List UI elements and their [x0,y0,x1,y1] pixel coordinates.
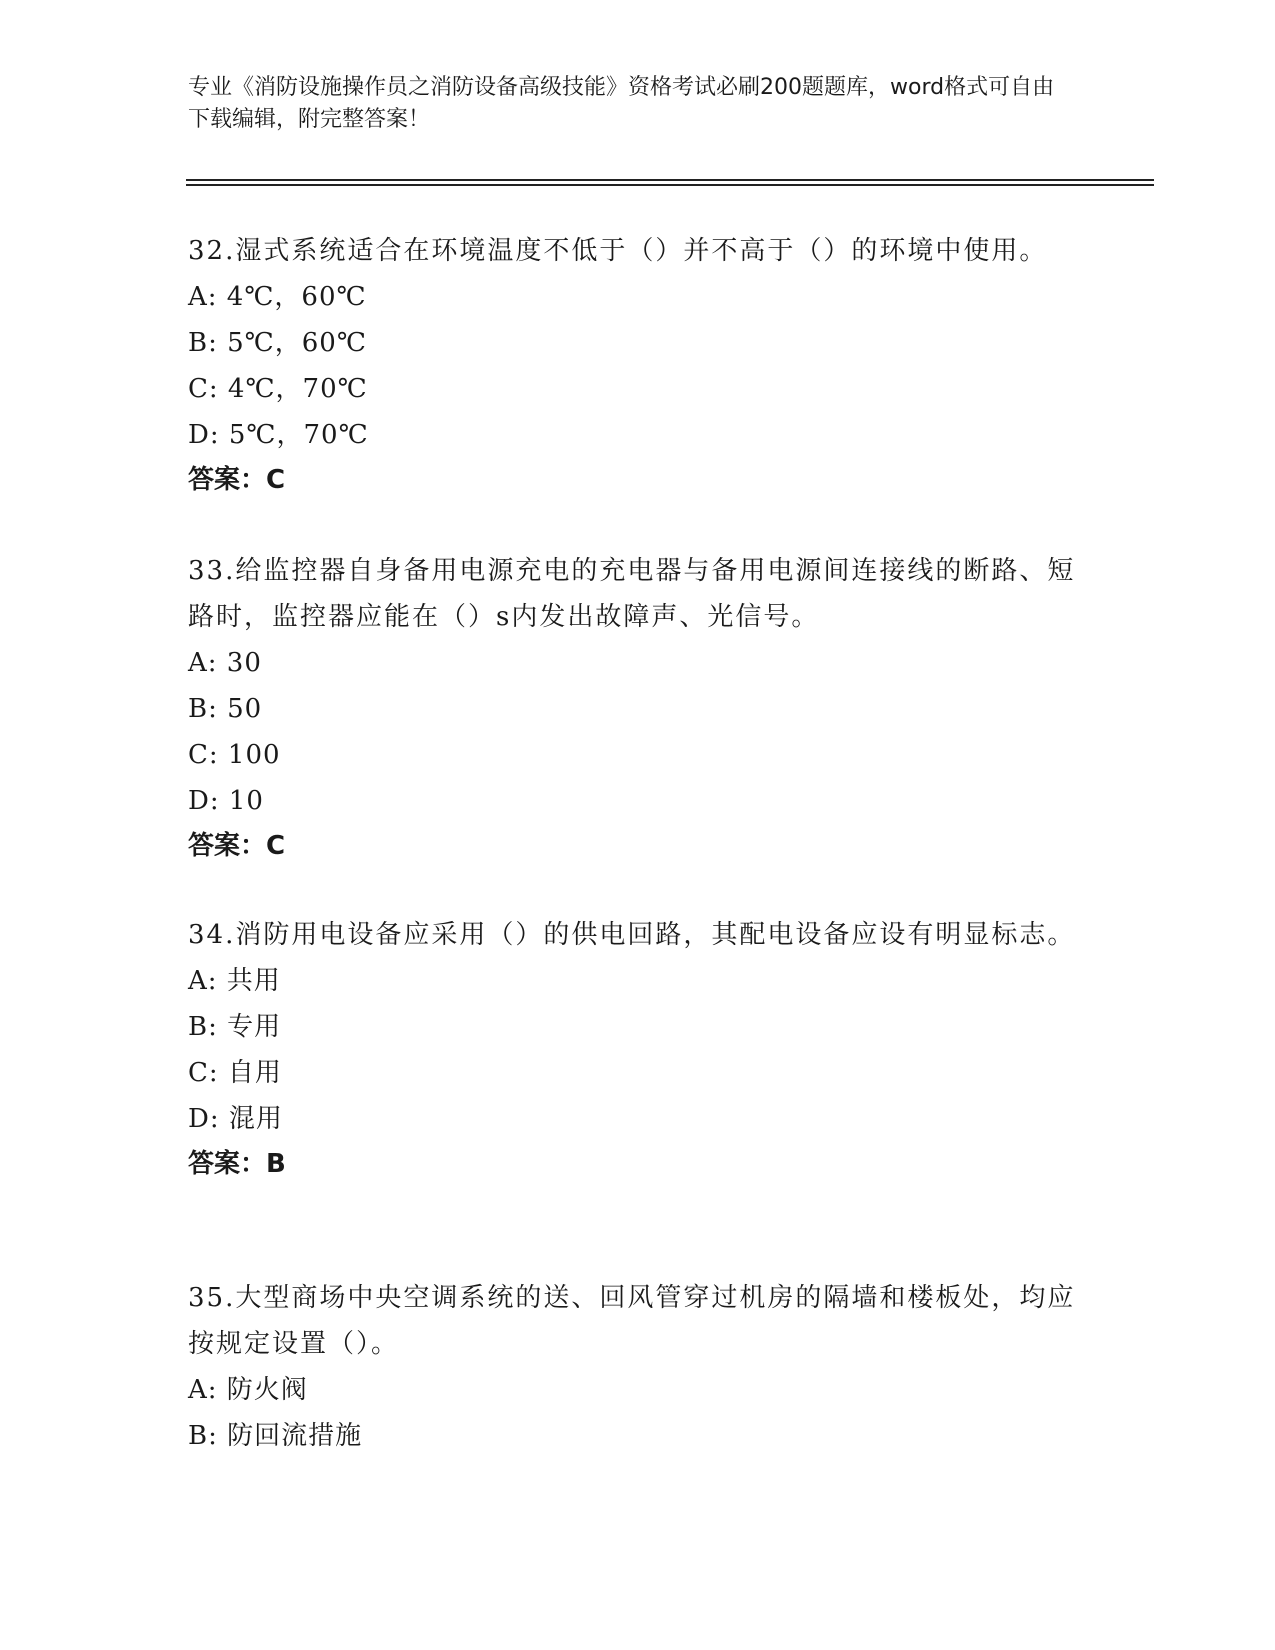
header-divider-top [186,179,1154,181]
option-d: D: 混用 [188,1104,283,1134]
question-stem: 35.大型商场中央空调系统的送、回风管穿过机房的隔墙和楼板处，均应按规定设置（）。 [188,1283,1076,1359]
option-a: A: 防火阀 [188,1375,308,1405]
answer-label: 答案：C [188,465,286,495]
document-header: 专业《消防设施操作员之消防设备高级技能》资格考试必刷200题题库，word格式可自由下载编辑，附完整答案！ [188,75,1055,132]
option-b: B: 防回流措施 [188,1421,363,1451]
answer-label: 答案：B [188,1149,286,1179]
question-34 [188,912,1088,1186]
option-c: C: 自用 [188,1058,282,1088]
option-a: A: 共用 [188,966,281,996]
option-a: A: 4℃，60℃ [188,282,367,312]
question-stem: 34.消防用电设备应采用（）的供电回路，其配电设备应设有明显标志。 [188,920,1076,950]
question-33 [188,548,1088,868]
option-b: B: 5℃，60℃ [188,328,367,358]
option-d: D: 5℃，70℃ [188,420,369,450]
question-35 [188,1275,1088,1459]
option-a: A: 30 [188,648,262,678]
option-c: C: 4℃，70℃ [188,374,368,404]
header-divider-bottom [186,184,1154,186]
option-b: B: 50 [188,694,263,724]
question-32 [188,228,1088,502]
answer-label: 答案：C [188,831,286,861]
question-stem: 32.湿式系统适合在环境温度不低于（）并不高于（）的环境中使用。 [188,236,1048,266]
question-stem: 33.给监控器自身备用电源充电的充电器与备用电源间连接线的断路、短路时，监控器应能在（）s内发出故障声、光信号。 [188,556,1076,632]
option-c: C: 100 [188,740,281,770]
option-d: D: 10 [188,786,264,816]
option-b: B: 专用 [188,1012,282,1042]
